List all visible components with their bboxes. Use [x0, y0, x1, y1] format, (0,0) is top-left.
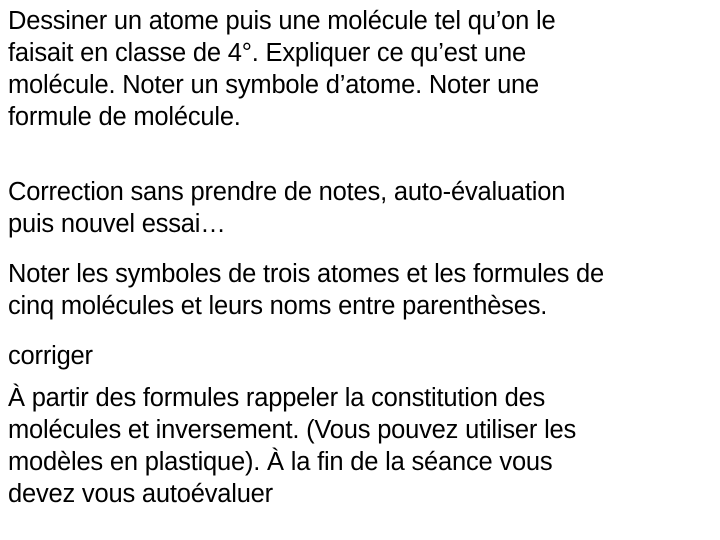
instruction-correction: Correction sans prendre de notes, auto-évaluation puis nouvel essai…: [8, 178, 566, 238]
instruction-constitution: À partir des formules rappeler la constitution des molécules et inversement. (Vous pouvez utiliser les modèles en plastique). À la fin de la séance vous devez vous autoévaluer: [8, 384, 577, 508]
instruction-corriger: corriger: [8, 342, 93, 370]
instruction-symbols-formulas: Noter les symboles de trois atomes et les formules de cinq molécules et leurs noms entre parenthèses.: [8, 260, 604, 320]
instruction-draw-atom-molecule: Dessiner un atome puis une molécule tel qu’on le faisait en classe de 4°. Expliquer ce qu’est une molécule. Noter un symbole d’atome. Noter une formule de molécule.: [8, 7, 556, 131]
